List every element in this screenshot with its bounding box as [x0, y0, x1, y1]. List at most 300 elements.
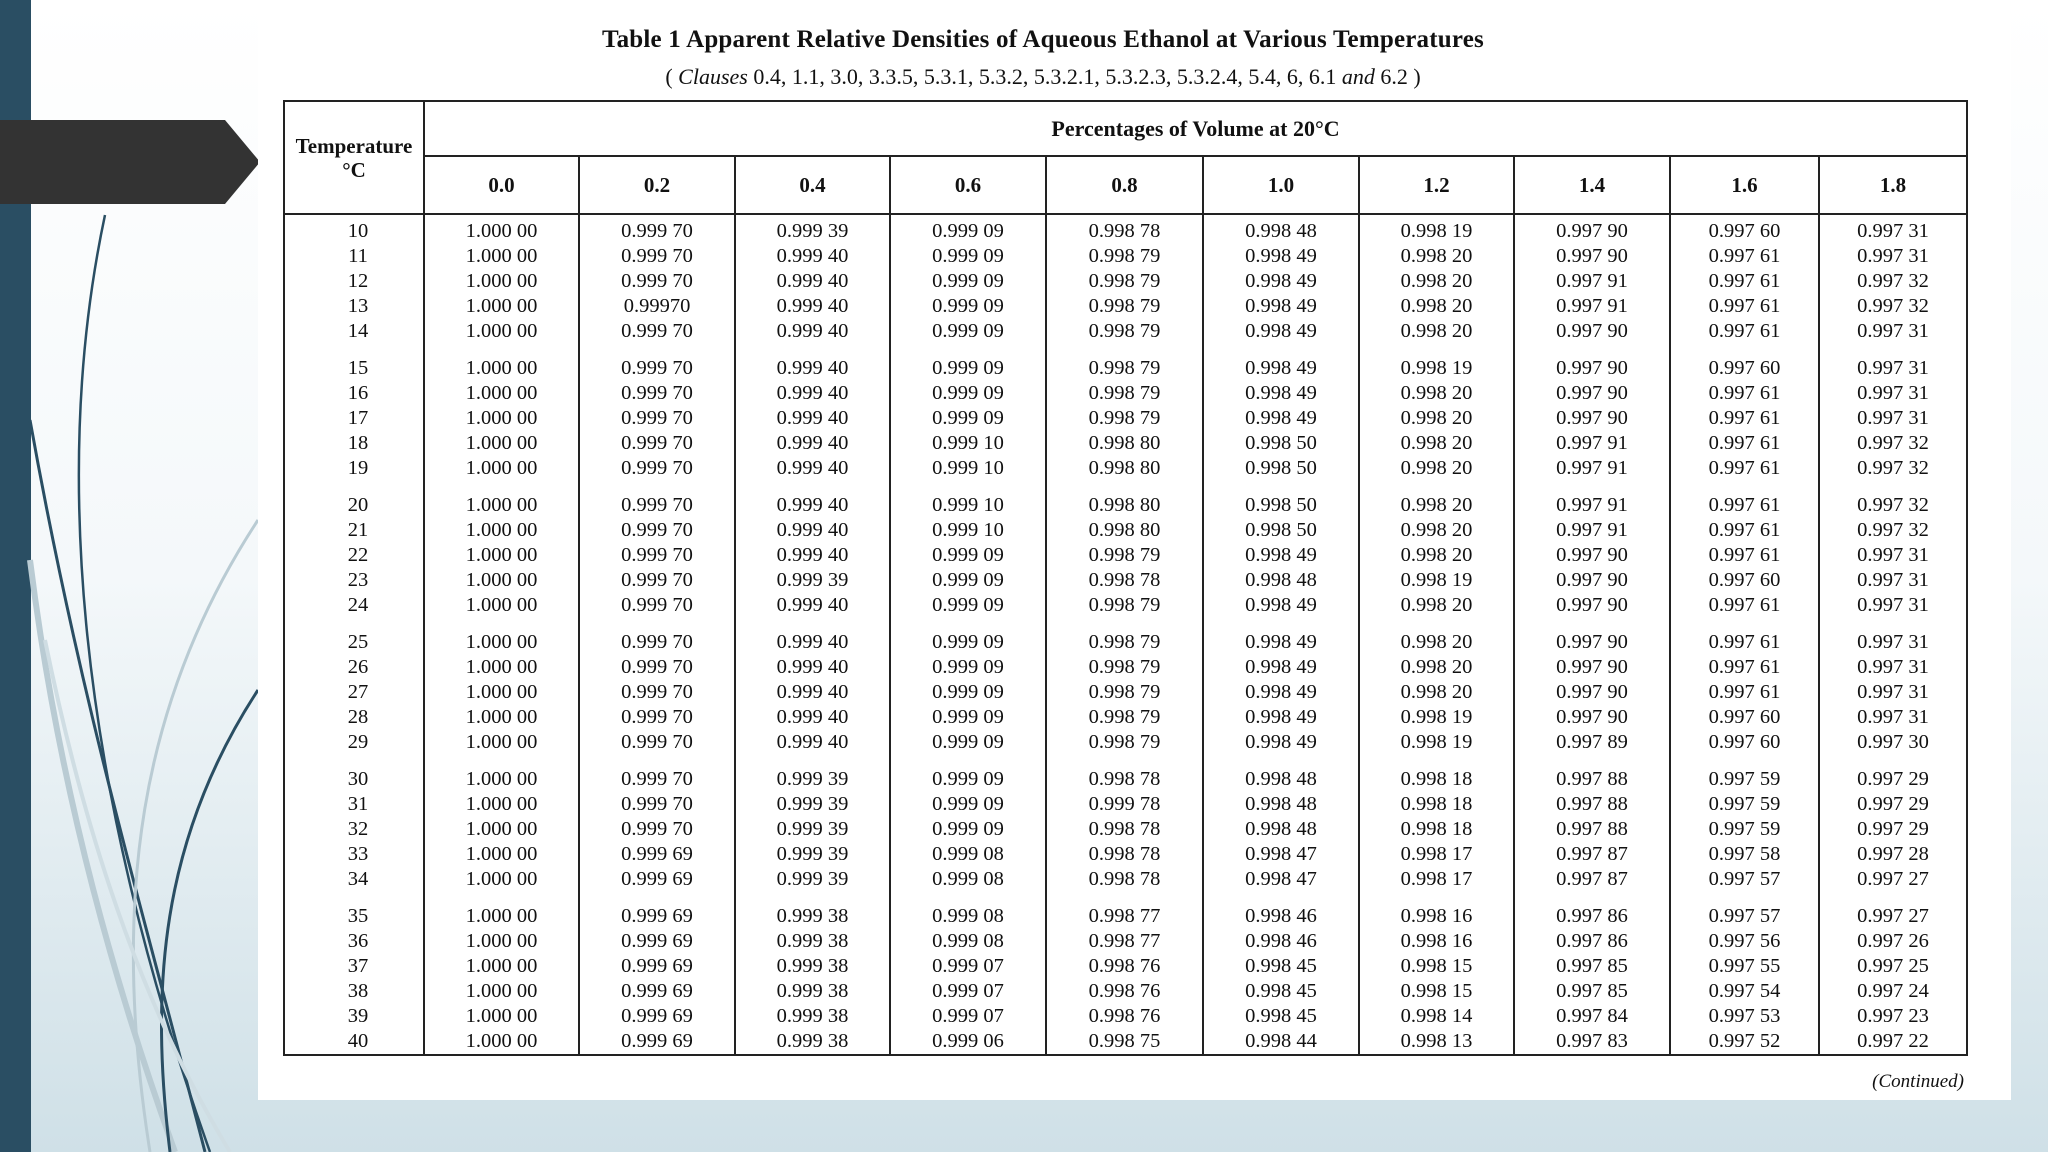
density-cell: 0.998 50 — [1203, 431, 1359, 456]
temperature-cell: 20 — [284, 481, 424, 518]
density-cell: 0.997 90 — [1514, 214, 1670, 244]
temperature-cell: 13 — [284, 294, 424, 319]
density-cell: 0.997 52 — [1670, 1029, 1819, 1055]
density-cell: 0.999 39 — [735, 842, 890, 867]
density-cell: 0.999 70 — [579, 381, 735, 406]
density-cell: 1.000 00 — [424, 406, 579, 431]
density-cell: 0.998 49 — [1203, 381, 1359, 406]
density-cell: 0.999 10 — [890, 431, 1046, 456]
temperature-cell: 31 — [284, 792, 424, 817]
density-cell: 0.999 69 — [579, 892, 735, 929]
density-cell: 1.000 00 — [424, 655, 579, 680]
density-cell: 0.999 06 — [890, 1029, 1046, 1055]
density-cell: 0.997 61 — [1670, 319, 1819, 344]
density-cell: 0.998 47 — [1203, 842, 1359, 867]
column-header-row — [284, 156, 1967, 214]
table-row — [284, 431, 1967, 456]
density-cell: 0.999 09 — [890, 792, 1046, 817]
density-cell: 0.999 70 — [579, 214, 735, 244]
table-row — [284, 655, 1967, 680]
density-cell: 0.998 79 — [1046, 593, 1203, 618]
density-cell: 0.998 48 — [1203, 568, 1359, 593]
density-cell: 0.997 59 — [1670, 792, 1819, 817]
density-cell: 0.998 79 — [1046, 344, 1203, 381]
density-cell: 0.998 80 — [1046, 456, 1203, 481]
table-row — [284, 755, 1967, 792]
table-row — [284, 705, 1967, 730]
density-cell: 0.998 78 — [1046, 867, 1203, 892]
subtitle-clause-list: 0.4, 1.1, 3.0, 3.3.5, 5.3.1, 5.3.2, 5.3.2.1, 5.3.2.3, 5.3.2.4, 5.4, 6, 6.1 — [747, 64, 1342, 89]
temperature-cell: 19 — [284, 456, 424, 481]
table-row — [284, 929, 1967, 954]
density-cell: 0.999 70 — [579, 518, 735, 543]
table-body — [284, 214, 1967, 1055]
density-cell: 0.997 31 — [1819, 655, 1967, 680]
temperature-cell: 10 — [284, 214, 424, 244]
density-cell: 0.998 20 — [1359, 319, 1514, 344]
density-cell: 0.999 10 — [890, 456, 1046, 481]
density-cell: 0.997 61 — [1670, 244, 1819, 269]
density-cell: 0.999 38 — [735, 954, 890, 979]
density-cell: 0.999 08 — [890, 892, 1046, 929]
density-cell: 0.997 28 — [1819, 842, 1967, 867]
density-cell: 0.998 79 — [1046, 705, 1203, 730]
density-cell: 0.998 49 — [1203, 406, 1359, 431]
density-cell: 0.998 79 — [1046, 730, 1203, 755]
column-header: 0.2 — [579, 156, 735, 214]
density-cell: 0.998 80 — [1046, 518, 1203, 543]
density-cell: 0.998 18 — [1359, 817, 1514, 842]
percent-volume-header: Percentages of Volume at 20°C — [424, 101, 1967, 156]
density-cell: 0.999 40 — [735, 730, 890, 755]
density-cell: 0.998 48 — [1203, 792, 1359, 817]
density-cell: 0.999 08 — [890, 929, 1046, 954]
density-cell: 0.999 70 — [579, 730, 735, 755]
density-cell: 0.999 10 — [890, 518, 1046, 543]
density-cell: 0.997 85 — [1514, 979, 1670, 1004]
table-row — [284, 892, 1967, 929]
density-cell: 0.998 76 — [1046, 1004, 1203, 1029]
density-cell: 0.998 20 — [1359, 680, 1514, 705]
density-cell: 1.000 00 — [424, 817, 579, 842]
density-cell: 0.997 90 — [1514, 680, 1670, 705]
density-cell: 0.998 79 — [1046, 319, 1203, 344]
density-cell: 0.998 78 — [1046, 817, 1203, 842]
density-cell: 0.997 61 — [1670, 655, 1819, 680]
temperature-header-unit: °C — [342, 157, 366, 182]
table-row — [284, 344, 1967, 381]
table-row — [284, 543, 1967, 568]
density-cell: 1.000 00 — [424, 842, 579, 867]
temperature-cell: 18 — [284, 431, 424, 456]
density-cell: 0.997 31 — [1819, 406, 1967, 431]
density-cell: 0.999 39 — [735, 817, 890, 842]
table-row — [284, 954, 1967, 979]
density-cell: 0.997 60 — [1670, 214, 1819, 244]
temperature-cell: 21 — [284, 518, 424, 543]
column-header: 1.4 — [1514, 156, 1670, 214]
density-cell: 0.998 49 — [1203, 730, 1359, 755]
density-cell: 0.999 09 — [890, 655, 1046, 680]
density-cell: 0.999 70 — [579, 655, 735, 680]
density-cell: 0.998 79 — [1046, 381, 1203, 406]
table-subtitle — [258, 64, 1828, 90]
density-cell: 0.997 61 — [1670, 269, 1819, 294]
density-cell: 0.999 69 — [579, 1004, 735, 1029]
density-cell: 0.998 19 — [1359, 730, 1514, 755]
density-cell: 0.999 40 — [735, 655, 890, 680]
table-row — [284, 381, 1967, 406]
density-cell: 0.997 31 — [1819, 705, 1967, 730]
density-cell: 0.999 70 — [579, 244, 735, 269]
density-cell: 0.997 27 — [1819, 867, 1967, 892]
density-cell: 0.998 44 — [1203, 1029, 1359, 1055]
density-cell: 0.997 59 — [1670, 755, 1819, 792]
density-cell: 0.997 61 — [1670, 406, 1819, 431]
density-cell: 0.997 58 — [1670, 842, 1819, 867]
density-cell: 0.999 09 — [890, 568, 1046, 593]
density-cell: 0.999 70 — [579, 593, 735, 618]
temperature-cell: 34 — [284, 867, 424, 892]
density-cell: 0.998 80 — [1046, 481, 1203, 518]
density-cell: 0.999 70 — [579, 481, 735, 518]
density-cell: 1.000 00 — [424, 892, 579, 929]
temperature-cell: 33 — [284, 842, 424, 867]
density-cell: 0.999 09 — [890, 730, 1046, 755]
temperature-cell: 11 — [284, 244, 424, 269]
density-cell: 0.999 38 — [735, 929, 890, 954]
density-cell: 0.997 60 — [1670, 705, 1819, 730]
table-row — [284, 979, 1967, 1004]
density-cell: 0.997 90 — [1514, 543, 1670, 568]
density-cell: 1.000 00 — [424, 705, 579, 730]
density-cell: 1.000 00 — [424, 954, 579, 979]
density-cell: 0.997 90 — [1514, 244, 1670, 269]
density-cell: 0.999 10 — [890, 481, 1046, 518]
density-cell: 0.999 70 — [579, 543, 735, 568]
density-cell: 0.999 07 — [890, 954, 1046, 979]
density-cell: 0.999 09 — [890, 680, 1046, 705]
density-cell: 0.998 79 — [1046, 244, 1203, 269]
density-cell: 0.997 90 — [1514, 593, 1670, 618]
density-cell: 0.999 70 — [579, 456, 735, 481]
temperature-cell: 36 — [284, 929, 424, 954]
density-cell: 0.998 19 — [1359, 344, 1514, 381]
density-cell: 0.997 61 — [1670, 593, 1819, 618]
density-cell: 0.999 40 — [735, 431, 890, 456]
density-cell: 0.999 69 — [579, 979, 735, 1004]
subtitle-clauses-label: Clauses — [678, 64, 748, 89]
density-cell: 0.999 40 — [735, 680, 890, 705]
density-cell: 0.998 17 — [1359, 842, 1514, 867]
density-cell: 1.000 00 — [424, 481, 579, 518]
table-row — [284, 406, 1967, 431]
table-row — [284, 618, 1967, 655]
density-cell: 1.000 00 — [424, 518, 579, 543]
density-cell: 1.000 00 — [424, 929, 579, 954]
density-cell: 0.999 69 — [579, 929, 735, 954]
density-cell: 0.998 79 — [1046, 269, 1203, 294]
subtitle-and: and — [1341, 64, 1375, 89]
density-cell: 0.999 38 — [735, 979, 890, 1004]
table-row — [284, 593, 1967, 618]
density-cell: 0.999 70 — [579, 792, 735, 817]
table-row — [284, 1004, 1967, 1029]
density-cell: 1.000 00 — [424, 244, 579, 269]
continued-note: (Continued) — [1872, 1071, 1964, 1092]
density-cell: 0.997 88 — [1514, 817, 1670, 842]
column-header: 1.2 — [1359, 156, 1514, 214]
table-row — [284, 456, 1967, 481]
density-cell: 0.997 26 — [1819, 929, 1967, 954]
density-cell: 0.997 61 — [1670, 294, 1819, 319]
density-cell: 0.998 77 — [1046, 892, 1203, 929]
table-row — [284, 867, 1967, 892]
density-cell: 0.997 57 — [1670, 892, 1819, 929]
density-cell: 0.997 86 — [1514, 929, 1670, 954]
density-cell: 0.999 70 — [579, 680, 735, 705]
density-cell: 0.998 20 — [1359, 406, 1514, 431]
density-cell: 0.999 40 — [735, 518, 890, 543]
density-cell: 0.999 09 — [890, 817, 1046, 842]
density-cell: 0.999 08 — [890, 867, 1046, 892]
density-cell: 0.999 09 — [890, 214, 1046, 244]
density-cell: 0.999 09 — [890, 381, 1046, 406]
density-cell: 1.000 00 — [424, 319, 579, 344]
table-row — [284, 294, 1967, 319]
density-cell: 0.997 90 — [1514, 618, 1670, 655]
table-row — [284, 481, 1967, 518]
density-cell: 0.999 09 — [890, 406, 1046, 431]
density-cell: 0.997 29 — [1819, 817, 1967, 842]
density-cell: 0.997 22 — [1819, 1029, 1967, 1055]
density-cell: 1.000 00 — [424, 867, 579, 892]
density-cell: 0.997 61 — [1670, 618, 1819, 655]
density-cell: 0.997 53 — [1670, 1004, 1819, 1029]
arrow-tab-shape — [0, 120, 260, 204]
density-cell: 0.997 55 — [1670, 954, 1819, 979]
density-cell: 0.997 32 — [1819, 294, 1967, 319]
density-cell: 1.000 00 — [424, 792, 579, 817]
temperature-cell: 25 — [284, 618, 424, 655]
density-cell: 0.997 61 — [1670, 518, 1819, 543]
density-cell: 0.999 09 — [890, 294, 1046, 319]
density-cell: 0.998 80 — [1046, 431, 1203, 456]
density-cell: 0.998 19 — [1359, 705, 1514, 730]
density-cell: 0.998 49 — [1203, 680, 1359, 705]
density-cell: 0.997 31 — [1819, 214, 1967, 244]
temperature-cell: 24 — [284, 593, 424, 618]
density-cell: 0.999 69 — [579, 1029, 735, 1055]
density-cell: 0.997 90 — [1514, 705, 1670, 730]
density-cell: 0.999 70 — [579, 269, 735, 294]
density-cell: 1.000 00 — [424, 1004, 579, 1029]
density-cell: 0.998 15 — [1359, 954, 1514, 979]
density-cell: 0.997 90 — [1514, 406, 1670, 431]
density-cell: 0.997 88 — [1514, 792, 1670, 817]
temperature-cell: 28 — [284, 705, 424, 730]
density-cell: 1.000 00 — [424, 456, 579, 481]
density-cell: 0.997 91 — [1514, 269, 1670, 294]
density-cell: 0.999 69 — [579, 842, 735, 867]
document-page — [258, 0, 2011, 1100]
density-cell: 0.999 70 — [579, 705, 735, 730]
density-cell: 0.998 16 — [1359, 892, 1514, 929]
density-cell: 1.000 00 — [424, 618, 579, 655]
density-cell: 0.998 20 — [1359, 655, 1514, 680]
density-table — [283, 100, 1968, 1056]
density-cell: 0.999 70 — [579, 344, 735, 381]
density-cell: 0.998 19 — [1359, 568, 1514, 593]
table-row — [284, 792, 1967, 817]
density-cell: 0.999 09 — [890, 593, 1046, 618]
density-cell: 0.998 49 — [1203, 705, 1359, 730]
density-cell: 0.999 09 — [890, 755, 1046, 792]
subtitle-end: 6.2 ) — [1374, 64, 1421, 89]
temperature-cell: 40 — [284, 1029, 424, 1055]
density-cell: 0.999 09 — [890, 618, 1046, 655]
density-cell: 0.997 87 — [1514, 842, 1670, 867]
density-cell: 0.998 14 — [1359, 1004, 1514, 1029]
density-cell: 0.998 76 — [1046, 954, 1203, 979]
temperature-cell: 29 — [284, 730, 424, 755]
density-cell: 0.999 40 — [735, 294, 890, 319]
density-cell: 0.998 20 — [1359, 543, 1514, 568]
density-cell: 0.998 46 — [1203, 929, 1359, 954]
density-cell: 0.998 45 — [1203, 1004, 1359, 1029]
density-cell: 0.997 91 — [1514, 456, 1670, 481]
density-cell: 0.998 50 — [1203, 518, 1359, 543]
density-cell: 0.999 08 — [890, 842, 1046, 867]
density-cell: 0.998 18 — [1359, 755, 1514, 792]
density-cell: 0.999 40 — [735, 344, 890, 381]
density-cell: 0.998 50 — [1203, 481, 1359, 518]
density-cell: 0.998 49 — [1203, 655, 1359, 680]
table-row — [284, 1029, 1967, 1055]
table-title: Table 1 Apparent Relative Densities of Aqueous Ethanol at Various Temperatures — [602, 26, 1484, 53]
density-cell: 0.998 16 — [1359, 929, 1514, 954]
density-cell: 0.997 87 — [1514, 867, 1670, 892]
density-cell: 0.998 77 — [1046, 929, 1203, 954]
density-cell: 0.998 18 — [1359, 792, 1514, 817]
density-cell: 0.998 48 — [1203, 755, 1359, 792]
density-cell: 0.998 17 — [1359, 867, 1514, 892]
density-cell: 0.997 31 — [1819, 568, 1967, 593]
density-cell: 0.998 20 — [1359, 593, 1514, 618]
density-cell: 1.000 00 — [424, 568, 579, 593]
density-cell: 1.000 00 — [424, 1029, 579, 1055]
table-row — [284, 680, 1967, 705]
density-cell: 0.999 70 — [579, 755, 735, 792]
density-cell: 0.997 25 — [1819, 954, 1967, 979]
density-cell: 0.999 78 — [1046, 792, 1203, 817]
density-cell: 0.999 40 — [735, 481, 890, 518]
temperature-cell: 37 — [284, 954, 424, 979]
density-cell: 0.999 38 — [735, 1029, 890, 1055]
density-cell: 0.999 39 — [735, 755, 890, 792]
density-cell: 0.999 39 — [735, 867, 890, 892]
density-cell: 0.999 70 — [579, 568, 735, 593]
density-cell: 0.997 30 — [1819, 730, 1967, 755]
temperature-header — [284, 101, 424, 214]
density-cell: 0.999 70 — [579, 319, 735, 344]
density-cell: 1.000 00 — [424, 214, 579, 244]
temperature-cell: 35 — [284, 892, 424, 929]
density-cell: 0.999 40 — [735, 456, 890, 481]
density-cell: 0.997 27 — [1819, 892, 1967, 929]
density-cell: 1.000 00 — [424, 543, 579, 568]
temperature-cell: 32 — [284, 817, 424, 842]
density-cell: 0.998 79 — [1046, 406, 1203, 431]
density-cell: 0.997 24 — [1819, 979, 1967, 1004]
temperature-cell: 26 — [284, 655, 424, 680]
density-cell: 0.998 75 — [1046, 1029, 1203, 1055]
density-cell: 0.998 20 — [1359, 269, 1514, 294]
table-row — [284, 568, 1967, 593]
table-row — [284, 269, 1967, 294]
density-cell: 0.998 49 — [1203, 543, 1359, 568]
density-cell: 0.998 20 — [1359, 244, 1514, 269]
density-cell: 0.998 15 — [1359, 979, 1514, 1004]
density-cell: 0.998 76 — [1046, 979, 1203, 1004]
density-cell: 0.998 49 — [1203, 618, 1359, 655]
density-cell: 0.997 31 — [1819, 244, 1967, 269]
density-cell: 0.998 20 — [1359, 518, 1514, 543]
density-cell: 0.997 60 — [1670, 568, 1819, 593]
density-cell: 0.997 61 — [1670, 381, 1819, 406]
density-cell: 0.997 85 — [1514, 954, 1670, 979]
density-cell: 0.997 31 — [1819, 344, 1967, 381]
density-cell: 0.998 78 — [1046, 214, 1203, 244]
density-cell: 0.998 79 — [1046, 294, 1203, 319]
density-cell: 0.997 31 — [1819, 381, 1967, 406]
density-cell: 0.999 40 — [735, 381, 890, 406]
density-cell: 0.998 78 — [1046, 568, 1203, 593]
density-cell: 0.998 20 — [1359, 381, 1514, 406]
density-cell: 0.997 31 — [1819, 618, 1967, 655]
density-cell: 0.998 47 — [1203, 867, 1359, 892]
column-header: 0.4 — [735, 156, 890, 214]
density-cell: 0.997 54 — [1670, 979, 1819, 1004]
table-row — [284, 842, 1967, 867]
column-header: 1.0 — [1203, 156, 1359, 214]
density-cell: 1.000 00 — [424, 431, 579, 456]
density-cell: 0.997 90 — [1514, 319, 1670, 344]
density-cell: 0.998 20 — [1359, 431, 1514, 456]
density-cell: 0.997 90 — [1514, 655, 1670, 680]
density-cell: 0.999 40 — [735, 319, 890, 344]
table-row — [284, 518, 1967, 543]
density-cell: 0.999 40 — [735, 618, 890, 655]
density-cell: 0.997 32 — [1819, 431, 1967, 456]
density-cell: 0.997 91 — [1514, 294, 1670, 319]
temperature-cell: 15 — [284, 344, 424, 381]
density-cell: 1.000 00 — [424, 593, 579, 618]
density-cell: 1.000 00 — [424, 294, 579, 319]
density-cell: 0.997 32 — [1819, 518, 1967, 543]
density-cell: 0.997 89 — [1514, 730, 1670, 755]
temperature-cell: 39 — [284, 1004, 424, 1029]
temperature-cell: 23 — [284, 568, 424, 593]
temperature-header-label: Temperature — [295, 133, 413, 158]
density-cell: 0.997 60 — [1670, 730, 1819, 755]
density-cell: 0.997 88 — [1514, 755, 1670, 792]
temperature-cell: 17 — [284, 406, 424, 431]
density-cell: 0.998 20 — [1359, 456, 1514, 481]
density-cell: 0.999 40 — [735, 593, 890, 618]
density-cell: 0.998 49 — [1203, 294, 1359, 319]
density-cell: 0.997 31 — [1819, 680, 1967, 705]
